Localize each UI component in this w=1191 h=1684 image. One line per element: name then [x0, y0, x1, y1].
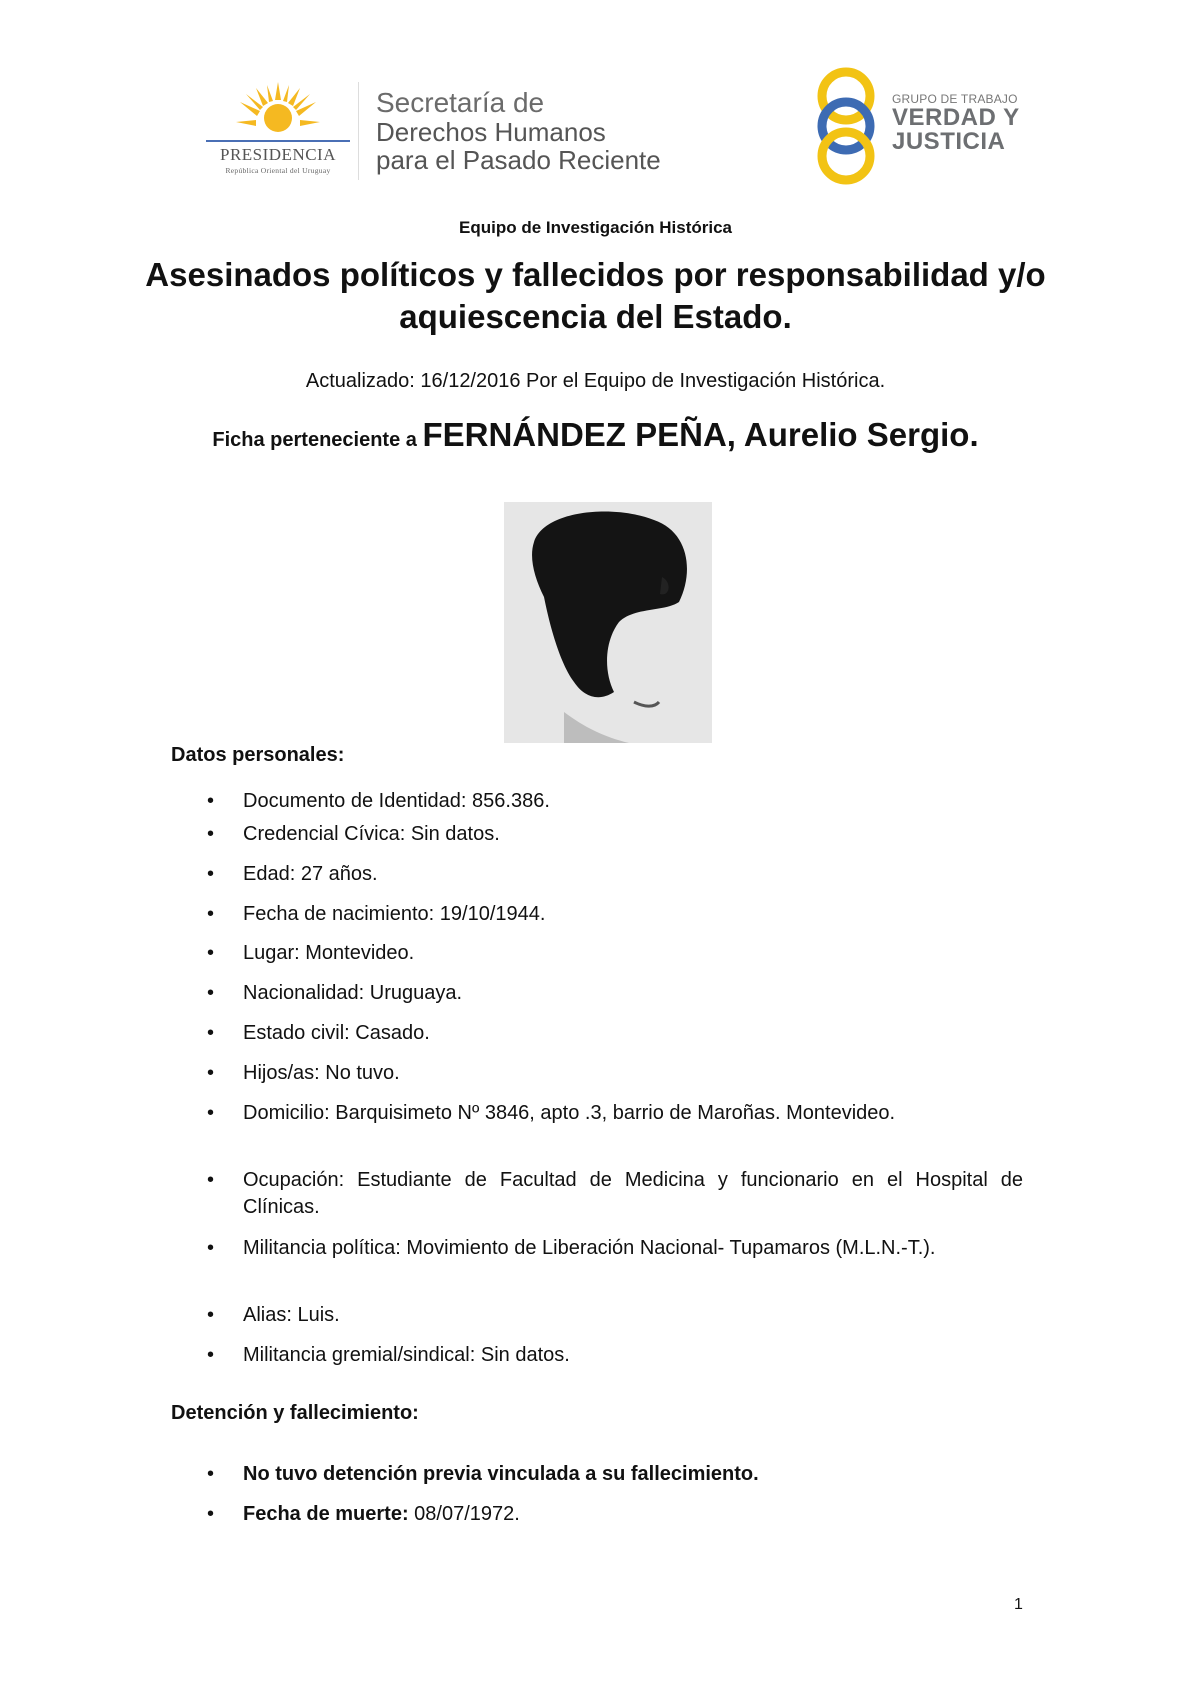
bullet: •	[207, 903, 215, 925]
bullet: •	[207, 790, 215, 812]
verdad-label: VERDAD Y	[892, 104, 1020, 131]
bullet: •	[207, 1304, 215, 1326]
detention-heading: Detención y fallecimiento:	[171, 1402, 419, 1424]
presidencia-label: PRESIDENCIA	[219, 145, 336, 164]
bullet: •	[207, 1169, 215, 1191]
bullet: •	[207, 1237, 215, 1259]
bullet: •	[207, 1344, 215, 1366]
item-text: No tuvo detención previa vinculada a su fallecimiento.	[243, 1463, 759, 1485]
ficha-prefix: Ficha perteneciente a	[212, 429, 423, 451]
item-text: Alias: Luis.	[243, 1304, 340, 1326]
personal-data-heading: Datos personales:	[171, 744, 345, 766]
page-number: 1	[1014, 1596, 1023, 1613]
secretaria-line-1: Secretaría de	[376, 87, 545, 118]
justicia-label: JUSTICIA	[892, 128, 1006, 155]
person-photo	[504, 502, 712, 743]
secretaria-line-2: Derechos Humanos	[376, 117, 606, 147]
presidencia-rule	[206, 140, 350, 142]
bullet: •	[207, 1463, 215, 1485]
secretaria-logo-text	[376, 88, 661, 174]
bullet: •	[207, 863, 215, 885]
death-date-value: 08/07/1972.	[408, 1503, 520, 1525]
ficha-heading	[140, 414, 1051, 463]
item-text: Nacionalidad: Uruguaya.	[243, 982, 463, 1004]
bullet: •	[207, 1503, 215, 1525]
item-text: Militancia política: Movimiento de Liberación Nacional- Tupamaros (M.L.N.-T.).	[243, 1237, 936, 1259]
bullet: •	[207, 942, 215, 964]
bullet: •	[207, 1062, 215, 1084]
item-text	[243, 1501, 1023, 1528]
item-text: Estado civil: Casado.	[243, 1022, 430, 1044]
death-date-label: Fecha de muerte:	[243, 1503, 409, 1525]
team-heading: Equipo de Investigación Histórica	[459, 218, 732, 237]
presidencia-subtitle: República Oriental del Uruguay	[225, 166, 331, 175]
secretaria-line-3: para el Pasado Reciente	[376, 145, 661, 175]
bullet: •	[207, 982, 215, 1004]
item-text: Credencial Cívica: Sin datos.	[243, 823, 500, 845]
presidencia-logo	[198, 82, 358, 182]
sun-emblem-icon	[236, 82, 320, 146]
item-text: Documento de Identidad: 856.386.	[243, 790, 550, 812]
bullet: •	[207, 1102, 215, 1124]
header-divider	[358, 82, 359, 180]
item-text: Edad: 27 años.	[243, 863, 378, 885]
item-text: Domicilio: Barquisimeto Nº 3846, apto .3, barrio de Maroñas. Montevideo.	[243, 1102, 896, 1124]
item-text: Lugar: Montevideo.	[243, 942, 415, 964]
person-name: FERNÁNDEZ PEÑA, Aurelio Sergio.	[422, 416, 979, 453]
verdad-justicia-logo-text	[892, 92, 1020, 154]
item-text: Fecha de nacimiento: 19/10/1944.	[243, 903, 546, 925]
bullet: •	[207, 1022, 215, 1044]
updated-line: Actualizado: 16/12/2016 Por el Equipo de Investigación Histórica.	[305, 370, 886, 392]
document-title: Asesinados políticos y fallecidos por responsabilidad y/o aquiescencia del Estado.	[145, 256, 1046, 335]
item-text: Militancia gremial/sindical: Sin datos.	[243, 1344, 570, 1366]
bullet: •	[207, 823, 215, 845]
grupo-label: GRUPO DE TRABAJO	[892, 92, 1018, 106]
item-text: Hijos/as: No tuvo.	[243, 1062, 400, 1084]
item-text: Ocupación: Estudiante de Facultad de Medicina y funcionario en el Hospital de Clínicas.	[243, 1169, 1023, 1218]
